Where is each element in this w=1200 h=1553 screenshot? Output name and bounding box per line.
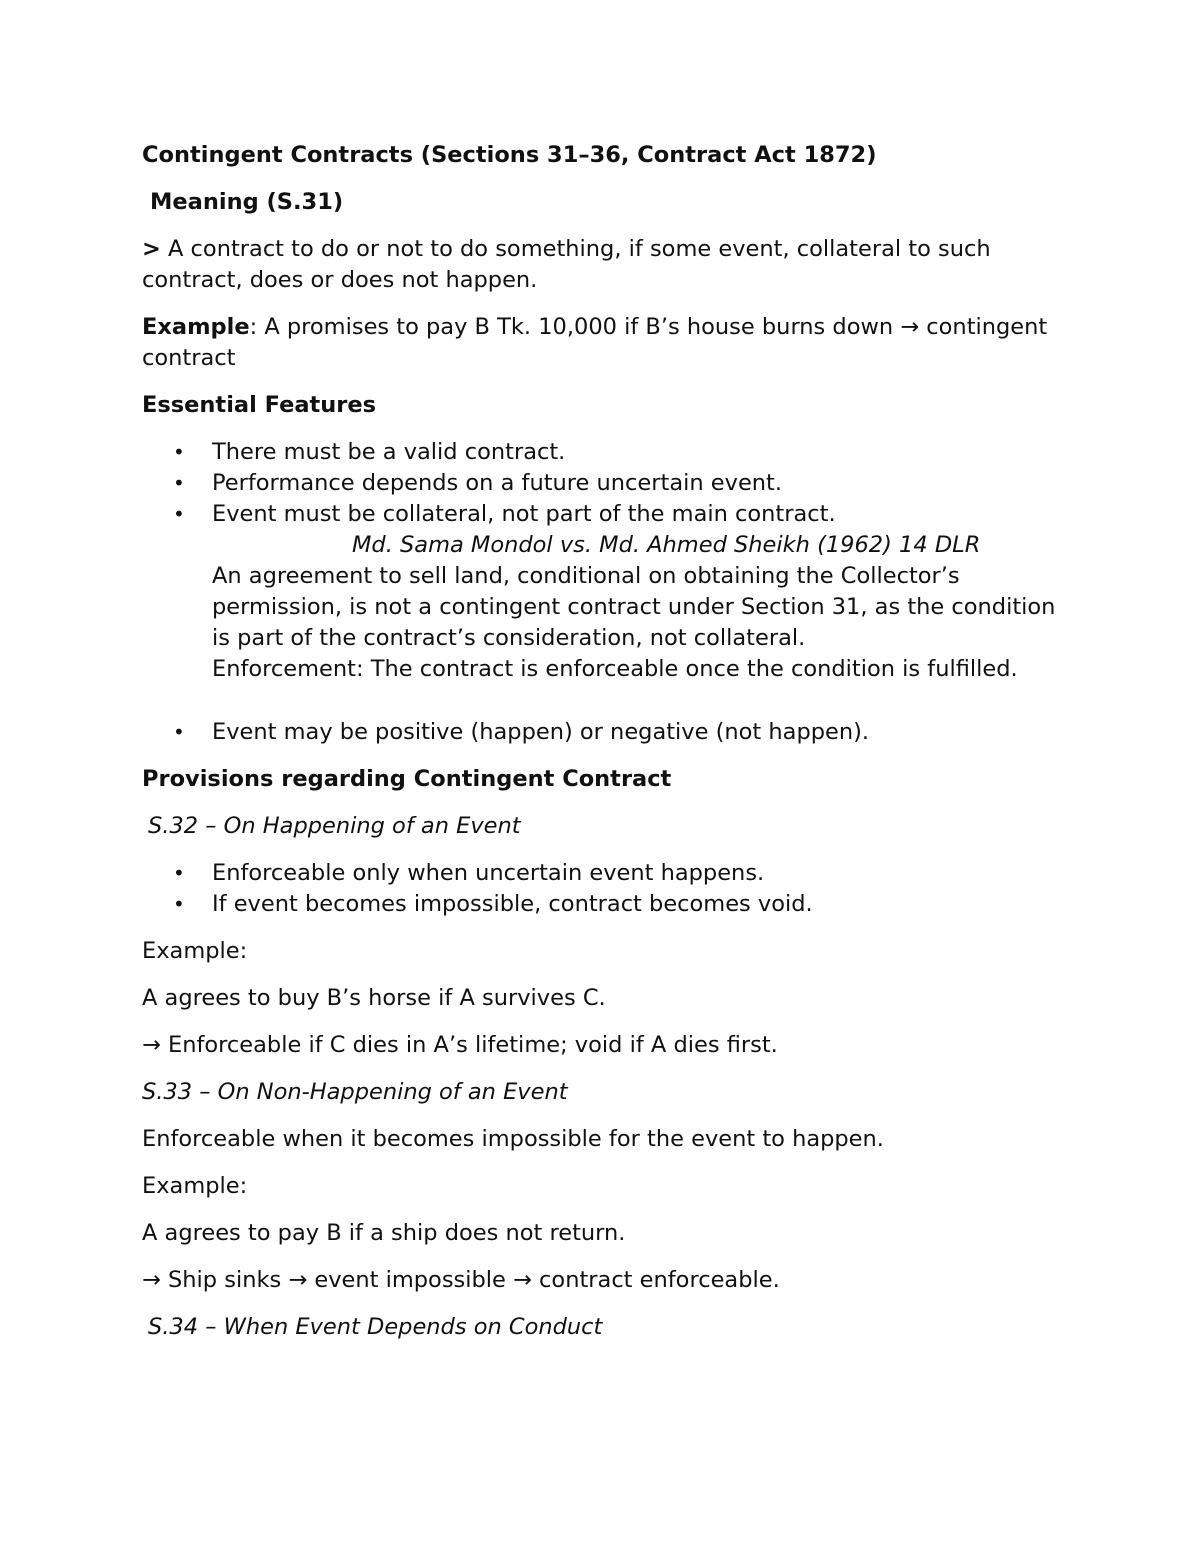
- definition-marker: >: [142, 236, 161, 262]
- list-item: [142, 437, 1072, 468]
- s32-example-label: Example:: [142, 938, 248, 964]
- s32-list: [142, 858, 1072, 920]
- s33-example-label: Example:: [142, 1173, 248, 1199]
- bullet-icon: •: [173, 892, 185, 916]
- list-item-text: If event becomes impossible, contract becomes void.: [212, 891, 813, 917]
- list-item-text: Enforceable only when uncertain event happens.: [212, 860, 765, 886]
- list-item: [142, 858, 1072, 889]
- s33-heading: S.33 – On Non-Happening of an Event: [142, 1079, 568, 1105]
- list-item-text: Event must be collateral, not part of the main contract.: [212, 501, 836, 527]
- case-citation: Md. Sama Mondol vs. Md. Ahmed Sheikh (1962) 14 DLR: [352, 532, 981, 558]
- bullet-icon: •: [173, 720, 185, 744]
- list-item-text: Event may be positive (happen) or negative (not happen).: [212, 719, 870, 745]
- features-list: [142, 437, 1072, 685]
- example-text: : A promises to pay B Tk. 10,000 if B’s house burns down → contingent contract: [142, 314, 1048, 371]
- bullet-icon: •: [173, 502, 185, 526]
- meaning-definition: [142, 234, 1072, 296]
- list-item-text: There must be a valid contract.: [212, 439, 566, 465]
- case-enforcement: Enforcement: The contract is enforceable once the condition is fulfilled.: [212, 656, 1018, 682]
- meaning-example: [142, 312, 1072, 374]
- s32-result-text: → Enforceable if C dies in A’s lifetime; void if A dies first.: [142, 1032, 778, 1058]
- example-label: Example: [142, 314, 250, 340]
- s33-text: Enforceable when it becomes impossible for the event to happen.: [142, 1126, 884, 1152]
- document-title: Contingent Contracts (Sections 31–36, Contract Act 1872): [142, 142, 877, 168]
- s32-example-text: A agrees to buy B’s horse if A survives C.: [142, 985, 606, 1011]
- features-heading: Essential Features: [142, 392, 377, 418]
- list-item: [142, 499, 1072, 685]
- meaning-heading: Meaning (S.31): [150, 189, 344, 215]
- s33-example-text: A agrees to pay B if a ship does not return.: [142, 1220, 626, 1246]
- case-summary: An agreement to sell land, conditional on obtaining the Collector’s permission, is not a contingent contract under Section 31, as the condition is part of the contract’s consideration, not collateral.: [212, 563, 1056, 651]
- list-item: [142, 717, 1072, 748]
- s34-heading: S.34 – When Event Depends on Conduct: [148, 1314, 603, 1340]
- list-item: [142, 468, 1072, 499]
- bullet-icon: •: [173, 471, 185, 495]
- s33-result-text: → Ship sinks → event impossible → contract enforceable.: [142, 1267, 780, 1293]
- definition-text: A contract to do or not to do something, if some event, collateral to such contract, does or does not happen.: [142, 236, 991, 293]
- features-list-continued: [142, 717, 1072, 748]
- provisions-heading: Provisions regarding Contingent Contract: [142, 766, 672, 792]
- bullet-icon: •: [173, 440, 185, 464]
- list-item-text: Performance depends on a future uncertain event.: [212, 470, 783, 496]
- bullet-icon: •: [173, 861, 185, 885]
- document-page: [142, 140, 1072, 1359]
- s32-heading: S.32 – On Happening of an Event: [148, 813, 521, 839]
- list-item: [142, 889, 1072, 920]
